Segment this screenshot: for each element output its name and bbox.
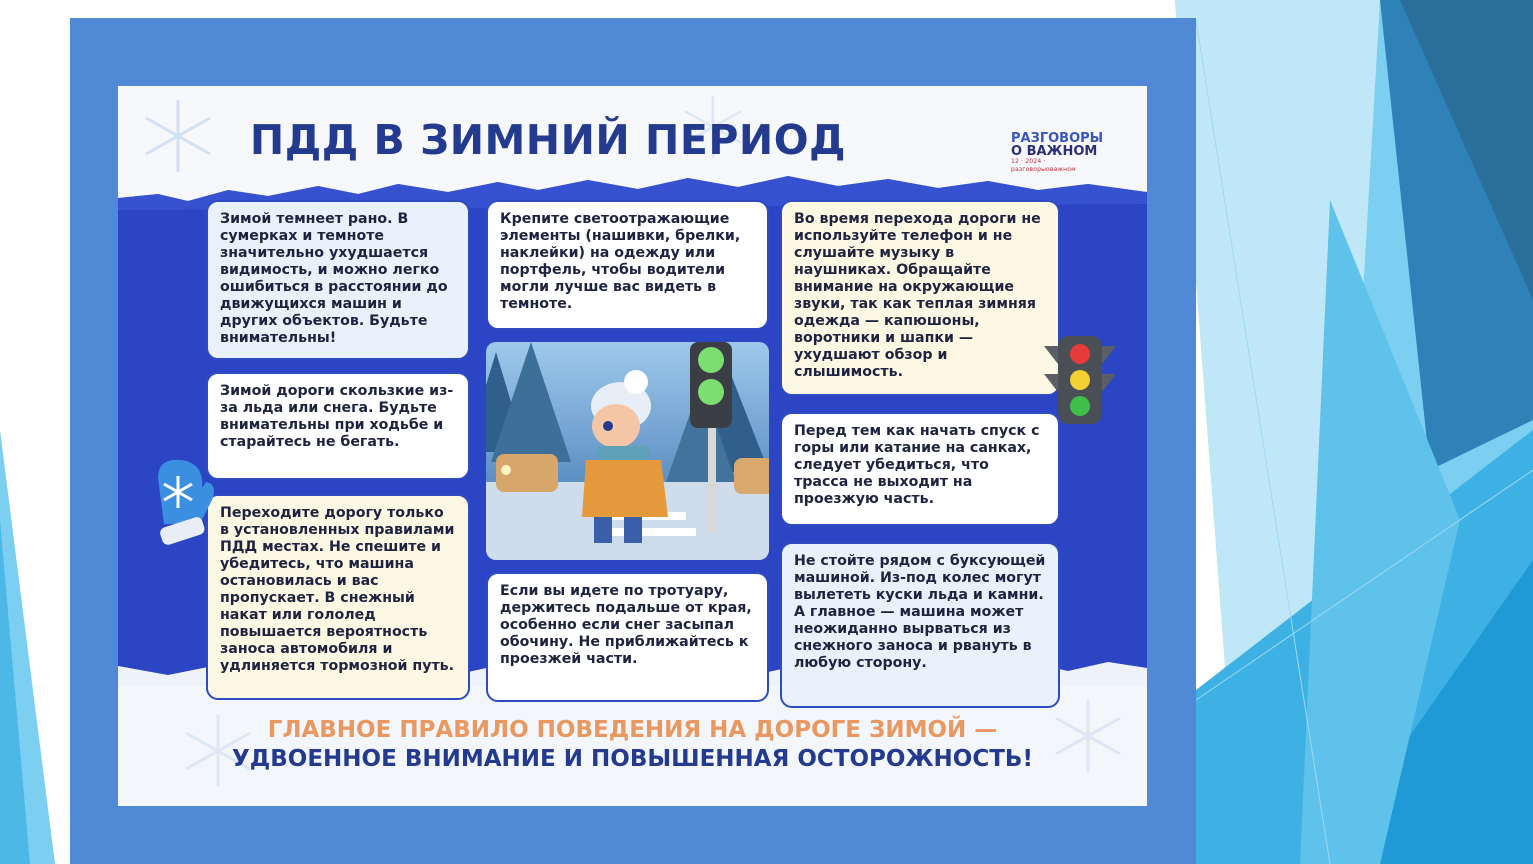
info-card [780,542,1060,708]
brand-line-1: РАЗГОВОРЫ [1011,131,1104,146]
mitten-icon [138,458,224,548]
info-card [206,494,470,700]
poster [118,86,1147,806]
info-card [486,572,769,702]
illustration-child-crossing [486,342,769,560]
traffic-light-icon [1038,334,1118,426]
card-text: Если вы идете по тротуару, держитесь подальше от края, особенно если снег засыпал обочину. Не приближайтесь к проезжей части. [500,583,752,667]
card-text: Переходите дорогу только в установленных правилами ПДД местах. Не спешите и убедитесь, что машина остановилась и вас пропускает. В снежный накат или гололед повышается вероятность заноса автомобиля и удлиняется тормозной путь. [220,505,455,674]
info-card [780,200,1060,396]
info-card [206,372,470,480]
brand-line-2: О ВАЖНОМ [1011,144,1098,159]
card-text: Не стойте рядом с буксующей машиной. Из-под колес могут вылететь куски льда и камни. А главное — машина может неожиданно вырваться из снежного заноса и рвануть в любую сторону. [794,553,1046,671]
card-text: Зимой дороги скользкие из-за льда или снега. Будьте внимательны при ходьбе и старайтесь не бегать. [220,383,454,450]
brand-logo [1011,132,1111,174]
card-text: Перед тем как начать спуск с горы или катание на санках, следует убедиться, что трасса не выходит на проезжую часть. [794,423,1040,507]
poster-title: ПДД В ЗИМНИЙ ПЕРИОД [249,116,847,164]
card-text: Зимой темнеет рано. В сумерках и темноте значительно ухудшается видимость, и можно легко ошибиться в расстоянии до движущихся машин и других объектов. Будьте внимательны! [220,211,448,346]
brand-line-3: 12 · 2024 · разговорыоважном [1011,158,1076,173]
footer-line-1: ГЛАВНОЕ ПРАВИЛО ПОВЕДЕНИЯ НА ДОРОГЕ ЗИМОЙ — [267,717,998,743]
info-card [780,412,1060,526]
info-card [486,200,769,330]
footer-line-2: УДВОЕННОЕ ВНИМАНИЕ И ПОВЫШЕННАЯ ОСТОРОЖНОСТЬ! [232,746,1033,772]
card-text: Крепите светоотражающие элементы (нашивки, брелки, наклейки) на одежду или портфель, чтобы водители могли лучше вас видеть в темноте. [500,211,741,312]
info-card [206,200,470,360]
card-text: Во время перехода дороги не используйте телефон и не слушайте музыку в наушниках. Обращайте внимание на окружающие звуки, так как теплая зимняя одежда — капюшоны, воротники и шапки — ухудшают обзор и слышимость. [794,211,1041,380]
